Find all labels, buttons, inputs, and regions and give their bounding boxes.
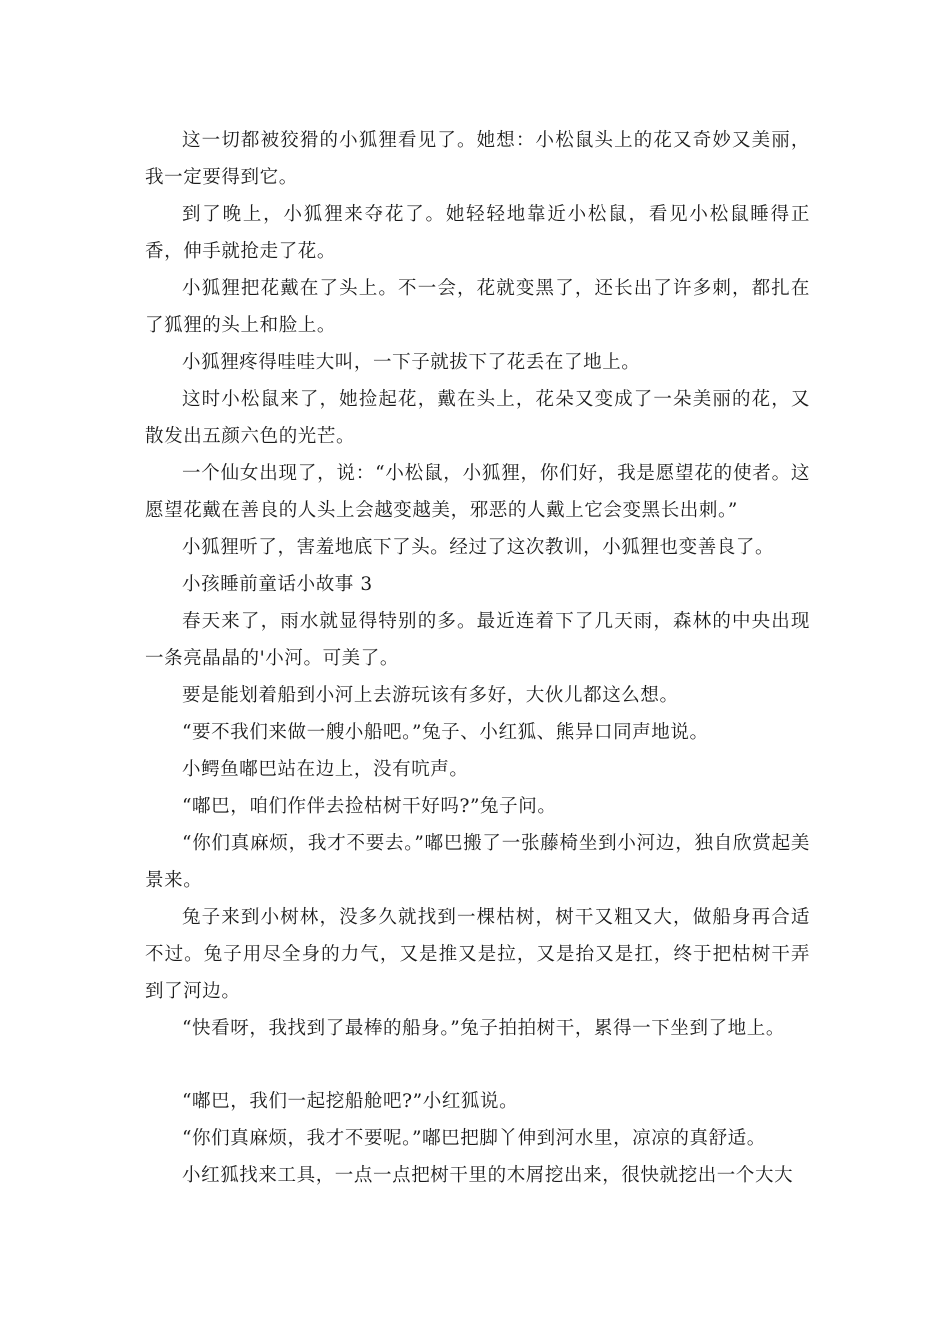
- paragraph: “你们真麻烦，我才不要去。”嘟巴搬了一张藤椅坐到小河边，独自欣赏起美景来。: [145, 833, 810, 891]
- paragraph: 小狐狸听了，害羞地底下了头。经过了这次教训，小狐狸也变善良了。: [182, 537, 775, 558]
- paragraph: 这一切都被狡猾的小狐狸看见了。她想：小松鼠头上的花又奇妙又美丽，我一定要得到它。: [145, 130, 810, 188]
- paragraph: 兔子来到小树林，没多久就找到一棵枯树，树干又粗又大，做船身再合适不过。兔子用尽全身的力气，又是推又是拉，又是抬又是扛，终于把枯树干弄到了河边。: [145, 907, 810, 1002]
- paragraph: “你们真麻烦，我才不要呢。”嘟巴把脚丫伸到河水里，凉凉的真舒适。: [182, 1128, 766, 1149]
- paragraph: 到了晚上，小狐狸来夺花了。她轻轻地靠近小松鼠，看见小松鼠睡得正香，伸手就抢走了花。: [145, 204, 810, 262]
- paragraph: 这时小松鼠来了，她捡起花，戴在头上，花朵又变成了一朵美丽的花，又散发出五颜六色的光芒。: [145, 389, 810, 447]
- section-heading: 小孩睡前童话小故事 3: [182, 574, 373, 595]
- paragraph: “嘟巴，我们一起挖船舱吧?”小红狐说。: [182, 1091, 519, 1112]
- paragraph: 一个仙女出现了，说：“小松鼠，小狐狸，你们好，我是愿望花的使者。这愿望花戴在善良的人头上会越变越美，邪恶的人戴上它会变黑长出刺。”: [145, 463, 810, 521]
- paragraph: 小狐狸把花戴在了头上。不一会，花就变黑了，还长出了许多刺，都扎在了狐狸的头上和脸上。: [145, 278, 810, 336]
- paragraph: 小红狐找来工具，一点一点把树干里的木屑挖出来，很快就挖出一个大大: [182, 1165, 794, 1186]
- paragraph: 小鳄鱼嘟巴站在边上，没有吭声。: [182, 759, 469, 780]
- paragraph: “快看呀，我找到了最棒的船身。”兔子拍拍树干，累得一下坐到了地上。: [182, 1018, 785, 1039]
- paragraph: “嘟巴，咱们作伴去捡枯树干好吗?”兔子问。: [182, 796, 557, 817]
- paragraph: 春天来了，雨水就显得特别的多。最近连着下了几天雨，森林的中央出现一条亮晶晶的'小河。可美了。: [145, 611, 810, 669]
- document-body: [145, 122, 810, 1194]
- paragraph: “要不我们来做一艘小船吧。”兔子、小红狐、熊异口同声地说。: [182, 722, 709, 743]
- paragraph: 要是能划着船到小河上去游玩该有多好，大伙儿都这么想。: [182, 685, 679, 706]
- paragraph: 小狐狸疼得哇哇大叫，一下子就拔下了花丢在了地上。: [182, 352, 641, 373]
